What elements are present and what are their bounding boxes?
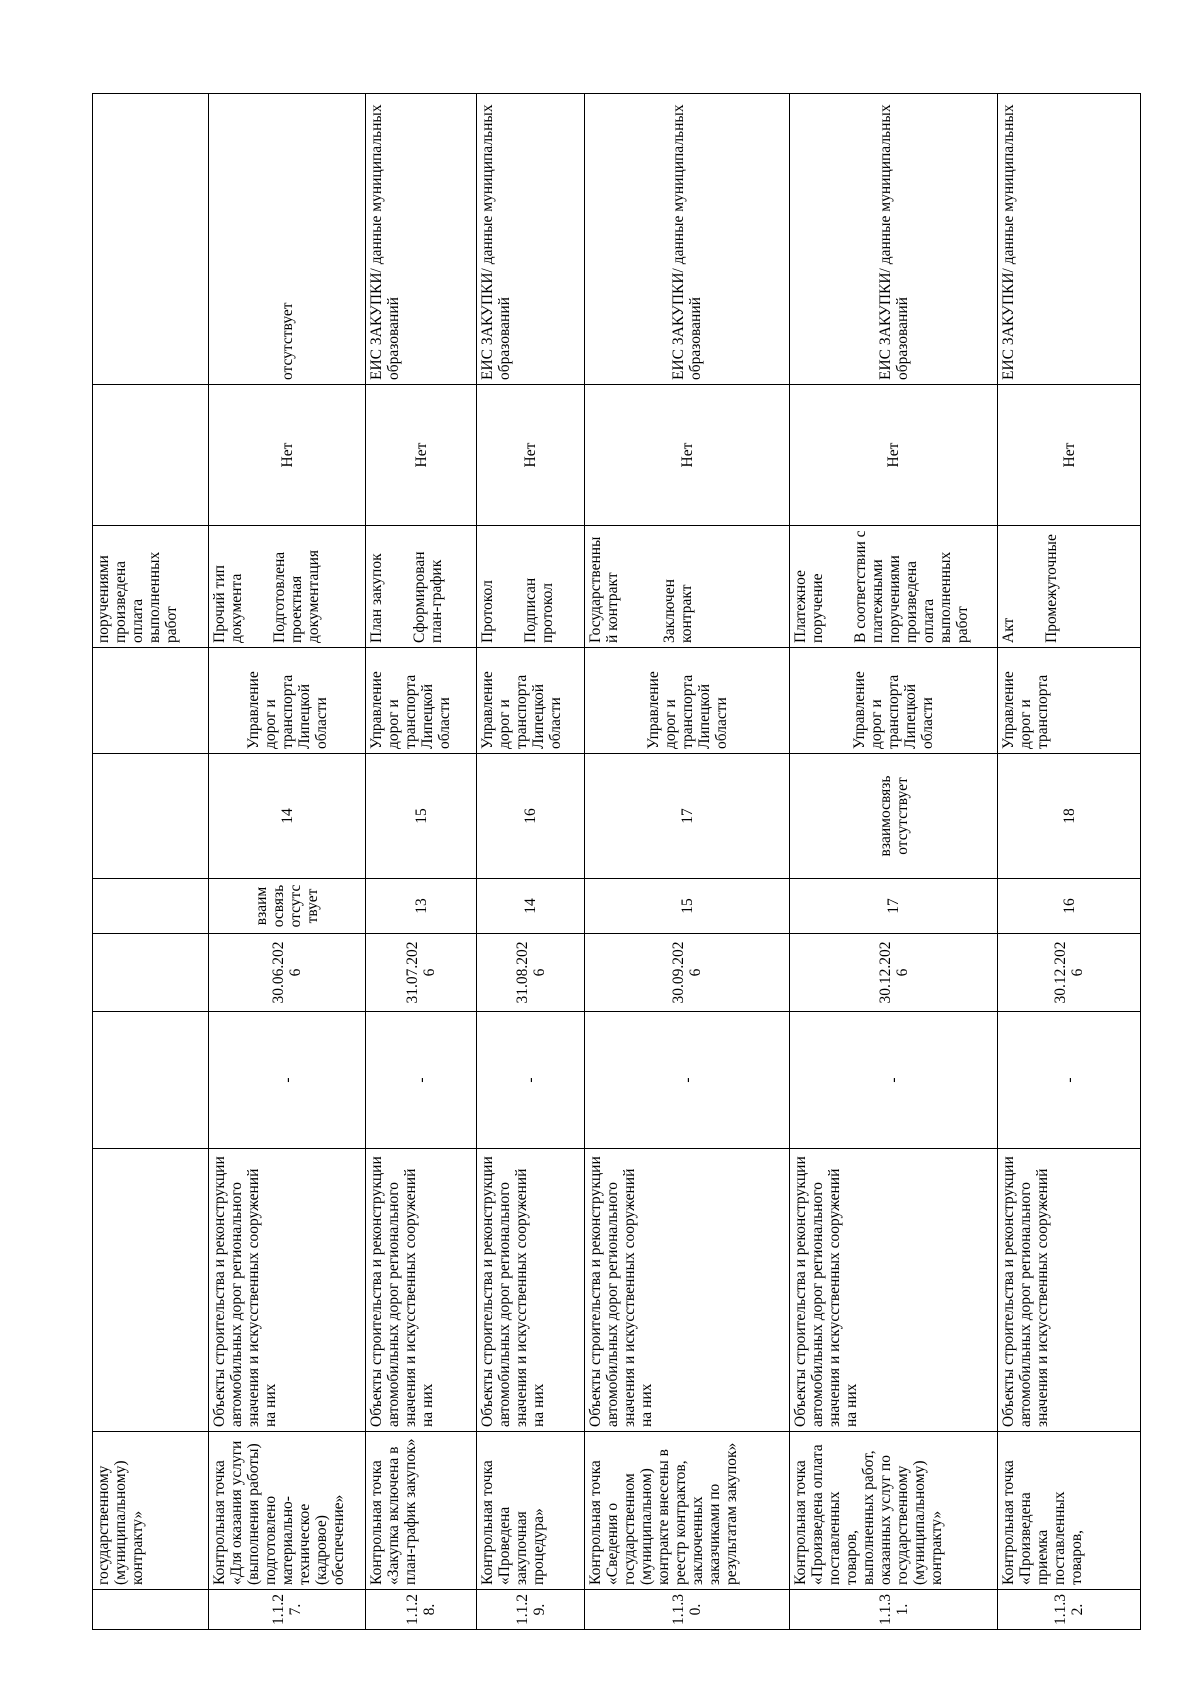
doc-result: В соответствии с платежными поручениями произведена оплата выполненных работ xyxy=(852,530,971,643)
doc-result: Заключен контракт xyxy=(661,579,695,643)
base-cell: - xyxy=(477,1012,585,1149)
source-cell: ЕИС ЗАКУПКИ/ данные муниципальных образований xyxy=(585,94,790,385)
name-cell: Контрольная точка «Проведена закупочная процедура» xyxy=(477,1432,585,1590)
object-cell: Объекты строительства и реконструкции автомобильных дорог регионального значения и искусственных сооружений xyxy=(998,1149,1141,1432)
doc-type: Протокол xyxy=(479,580,496,643)
doc-result: Промежуточные xyxy=(1043,534,1060,643)
base-cell: - xyxy=(209,1012,366,1149)
doc-cell: поручениями произведена оплата выполненных работ xyxy=(93,526,209,648)
row-number: 1.1.29. xyxy=(477,1590,585,1630)
gis-cell: Нет xyxy=(366,385,477,526)
date-cell: 30.12.2026 xyxy=(790,934,998,1012)
next-cell: 16 xyxy=(477,754,585,879)
source-cell: ЕИС ЗАКУПКИ/ данные муниципальных образований xyxy=(790,94,998,385)
object-cell: Объекты строительства и реконструкции автомобильных дорог регионального значения и искусственных сооружений на них xyxy=(209,1149,366,1432)
date-cell: 30.09.2026 xyxy=(585,934,790,1012)
name-cell: Контрольная точка «Сведения о государственном (муниципальном) контракте внесены в реестр контрактов, заключенных заказчиками по результатам закупок» xyxy=(585,1432,790,1590)
num-cell xyxy=(93,1590,209,1630)
name-cell: Контрольная точка «Для оказания услуги (выполнения работы) подготовлено материально-техническое (кадровое) обеспечение» xyxy=(209,1432,366,1590)
prev-cell: 14 xyxy=(477,879,585,934)
object-cell: Объекты строительства и реконструкции автомобильных дорог регионального значения и искусственных сооружений на них xyxy=(477,1149,585,1432)
resp-cell: Управление дорог и транспорта Липецкой области xyxy=(585,648,790,754)
resp-cell: Управление дорог и транспорта Липецкой области xyxy=(477,648,585,754)
doc-cell xyxy=(209,526,366,648)
prev-cell: 15 xyxy=(585,879,790,934)
doc-result: Сформирован план-график xyxy=(411,551,445,643)
next-cell: 18 xyxy=(998,754,1141,879)
prev-cell: 16 xyxy=(998,879,1141,934)
doc-cell xyxy=(477,526,585,648)
object-cell: Объекты строительства и реконструкции автомобильных дорог регионального значения и искусственных сооружений на них xyxy=(366,1149,477,1432)
name-cell: Контрольная точка «Произведена оплата поставленных товаров, выполненных работ, оказанных услуг по государственному (муниципальному) контракту» xyxy=(790,1432,998,1590)
doc-type: Платежное поручение xyxy=(792,570,826,643)
gis-cell: Нет xyxy=(998,385,1141,526)
source-cell xyxy=(93,94,209,385)
table-row xyxy=(93,94,209,1630)
source-cell: ЕИС ЗАКУПКИ/ данные муниципальных образований xyxy=(366,94,477,385)
base-cell: - xyxy=(998,1012,1141,1149)
prev-cell xyxy=(93,879,209,934)
gis-cell: Нет xyxy=(477,385,585,526)
doc-type: Государственный контракт xyxy=(587,536,621,643)
base-cell: - xyxy=(366,1012,477,1149)
table-row xyxy=(585,94,790,1630)
next-cell: 17 xyxy=(585,754,790,879)
gis-cell xyxy=(93,385,209,526)
row-number: 1.1.32. xyxy=(998,1590,1141,1630)
prev-cell: 17 xyxy=(790,879,998,934)
source-cell: отсутствует xyxy=(209,94,366,385)
table-row xyxy=(998,94,1141,1630)
prev-cell: 13 xyxy=(366,879,477,934)
doc-cell xyxy=(366,526,477,648)
date-cell: 31.08.2026 xyxy=(477,934,585,1012)
next-cell: 15 xyxy=(366,754,477,879)
doc-type: Прочий тип документа xyxy=(211,565,245,643)
date-cell: 30.12.2026 xyxy=(998,934,1141,1012)
doc-result: Подписан протокол xyxy=(522,577,556,643)
source-cell: ЕИС ЗАКУПКИ/ данные муниципальных xyxy=(998,94,1141,385)
date-cell xyxy=(93,934,209,1012)
base-cell: - xyxy=(790,1012,998,1149)
date-cell: 30.06.2026 xyxy=(209,934,366,1012)
gis-cell: Нет xyxy=(209,385,366,526)
object-cell: Объекты строительства и реконструкции автомобильных дорог регионального значения и искусственных сооружений на них xyxy=(790,1149,998,1432)
name-cell: государственному (муниципальному) контракту» xyxy=(93,1432,209,1590)
doc-result: Подготовлена проектная документация xyxy=(271,549,322,643)
date-cell: 31.07.2026 xyxy=(366,934,477,1012)
doc-cell xyxy=(585,526,790,648)
doc-cell xyxy=(790,526,998,648)
row-number: 1.1.27. xyxy=(209,1590,366,1630)
resp-cell xyxy=(93,648,209,754)
next-cell: 14 xyxy=(209,754,366,879)
resp-cell: Управление дорог и транспорта Липецкой области xyxy=(366,648,477,754)
doc-type: План закупок xyxy=(368,553,385,643)
doc-cell xyxy=(998,526,1141,648)
object-cell: Объекты строительства и реконструкции автомобильных дорог регионального значения и искусственных сооружений на них xyxy=(585,1149,790,1432)
row-number: 1.1.28. xyxy=(366,1590,477,1630)
doc-type: Акт xyxy=(1000,617,1017,643)
gis-cell: Нет xyxy=(585,385,790,526)
gis-cell: Нет xyxy=(790,385,998,526)
resp-cell: Управление дорог и транспорта xyxy=(998,648,1141,754)
table-row xyxy=(366,94,477,1630)
base-cell xyxy=(93,1012,209,1149)
resp-cell: Управление дорог и транспорта Липецкой области xyxy=(790,648,998,754)
table-row xyxy=(209,94,366,1630)
resp-cell: Управление дорог и транспорта Липецкой области xyxy=(209,648,366,754)
table-row xyxy=(790,94,998,1630)
rotated-table-wrapper xyxy=(92,94,1140,1630)
control-points-table xyxy=(92,93,1141,1630)
source-cell: ЕИС ЗАКУПКИ/ данные муниципальных образований xyxy=(477,94,585,385)
row-number: 1.1.30. xyxy=(585,1590,790,1630)
table-row xyxy=(477,94,585,1630)
name-cell: Контрольная точка «Закупка включена в план-график закупок» xyxy=(366,1432,477,1590)
row-number: 1.1.31. xyxy=(790,1590,998,1630)
next-cell: взаимосвязь отсутствует xyxy=(790,754,998,879)
object-cell xyxy=(93,1149,209,1432)
name-cell: Контрольная точка «Произведена приемка поставленных товаров, xyxy=(998,1432,1141,1590)
base-cell: - xyxy=(585,1012,790,1149)
prev-cell: взаимосвязь отсутствует xyxy=(209,879,366,934)
next-cell xyxy=(93,754,209,879)
